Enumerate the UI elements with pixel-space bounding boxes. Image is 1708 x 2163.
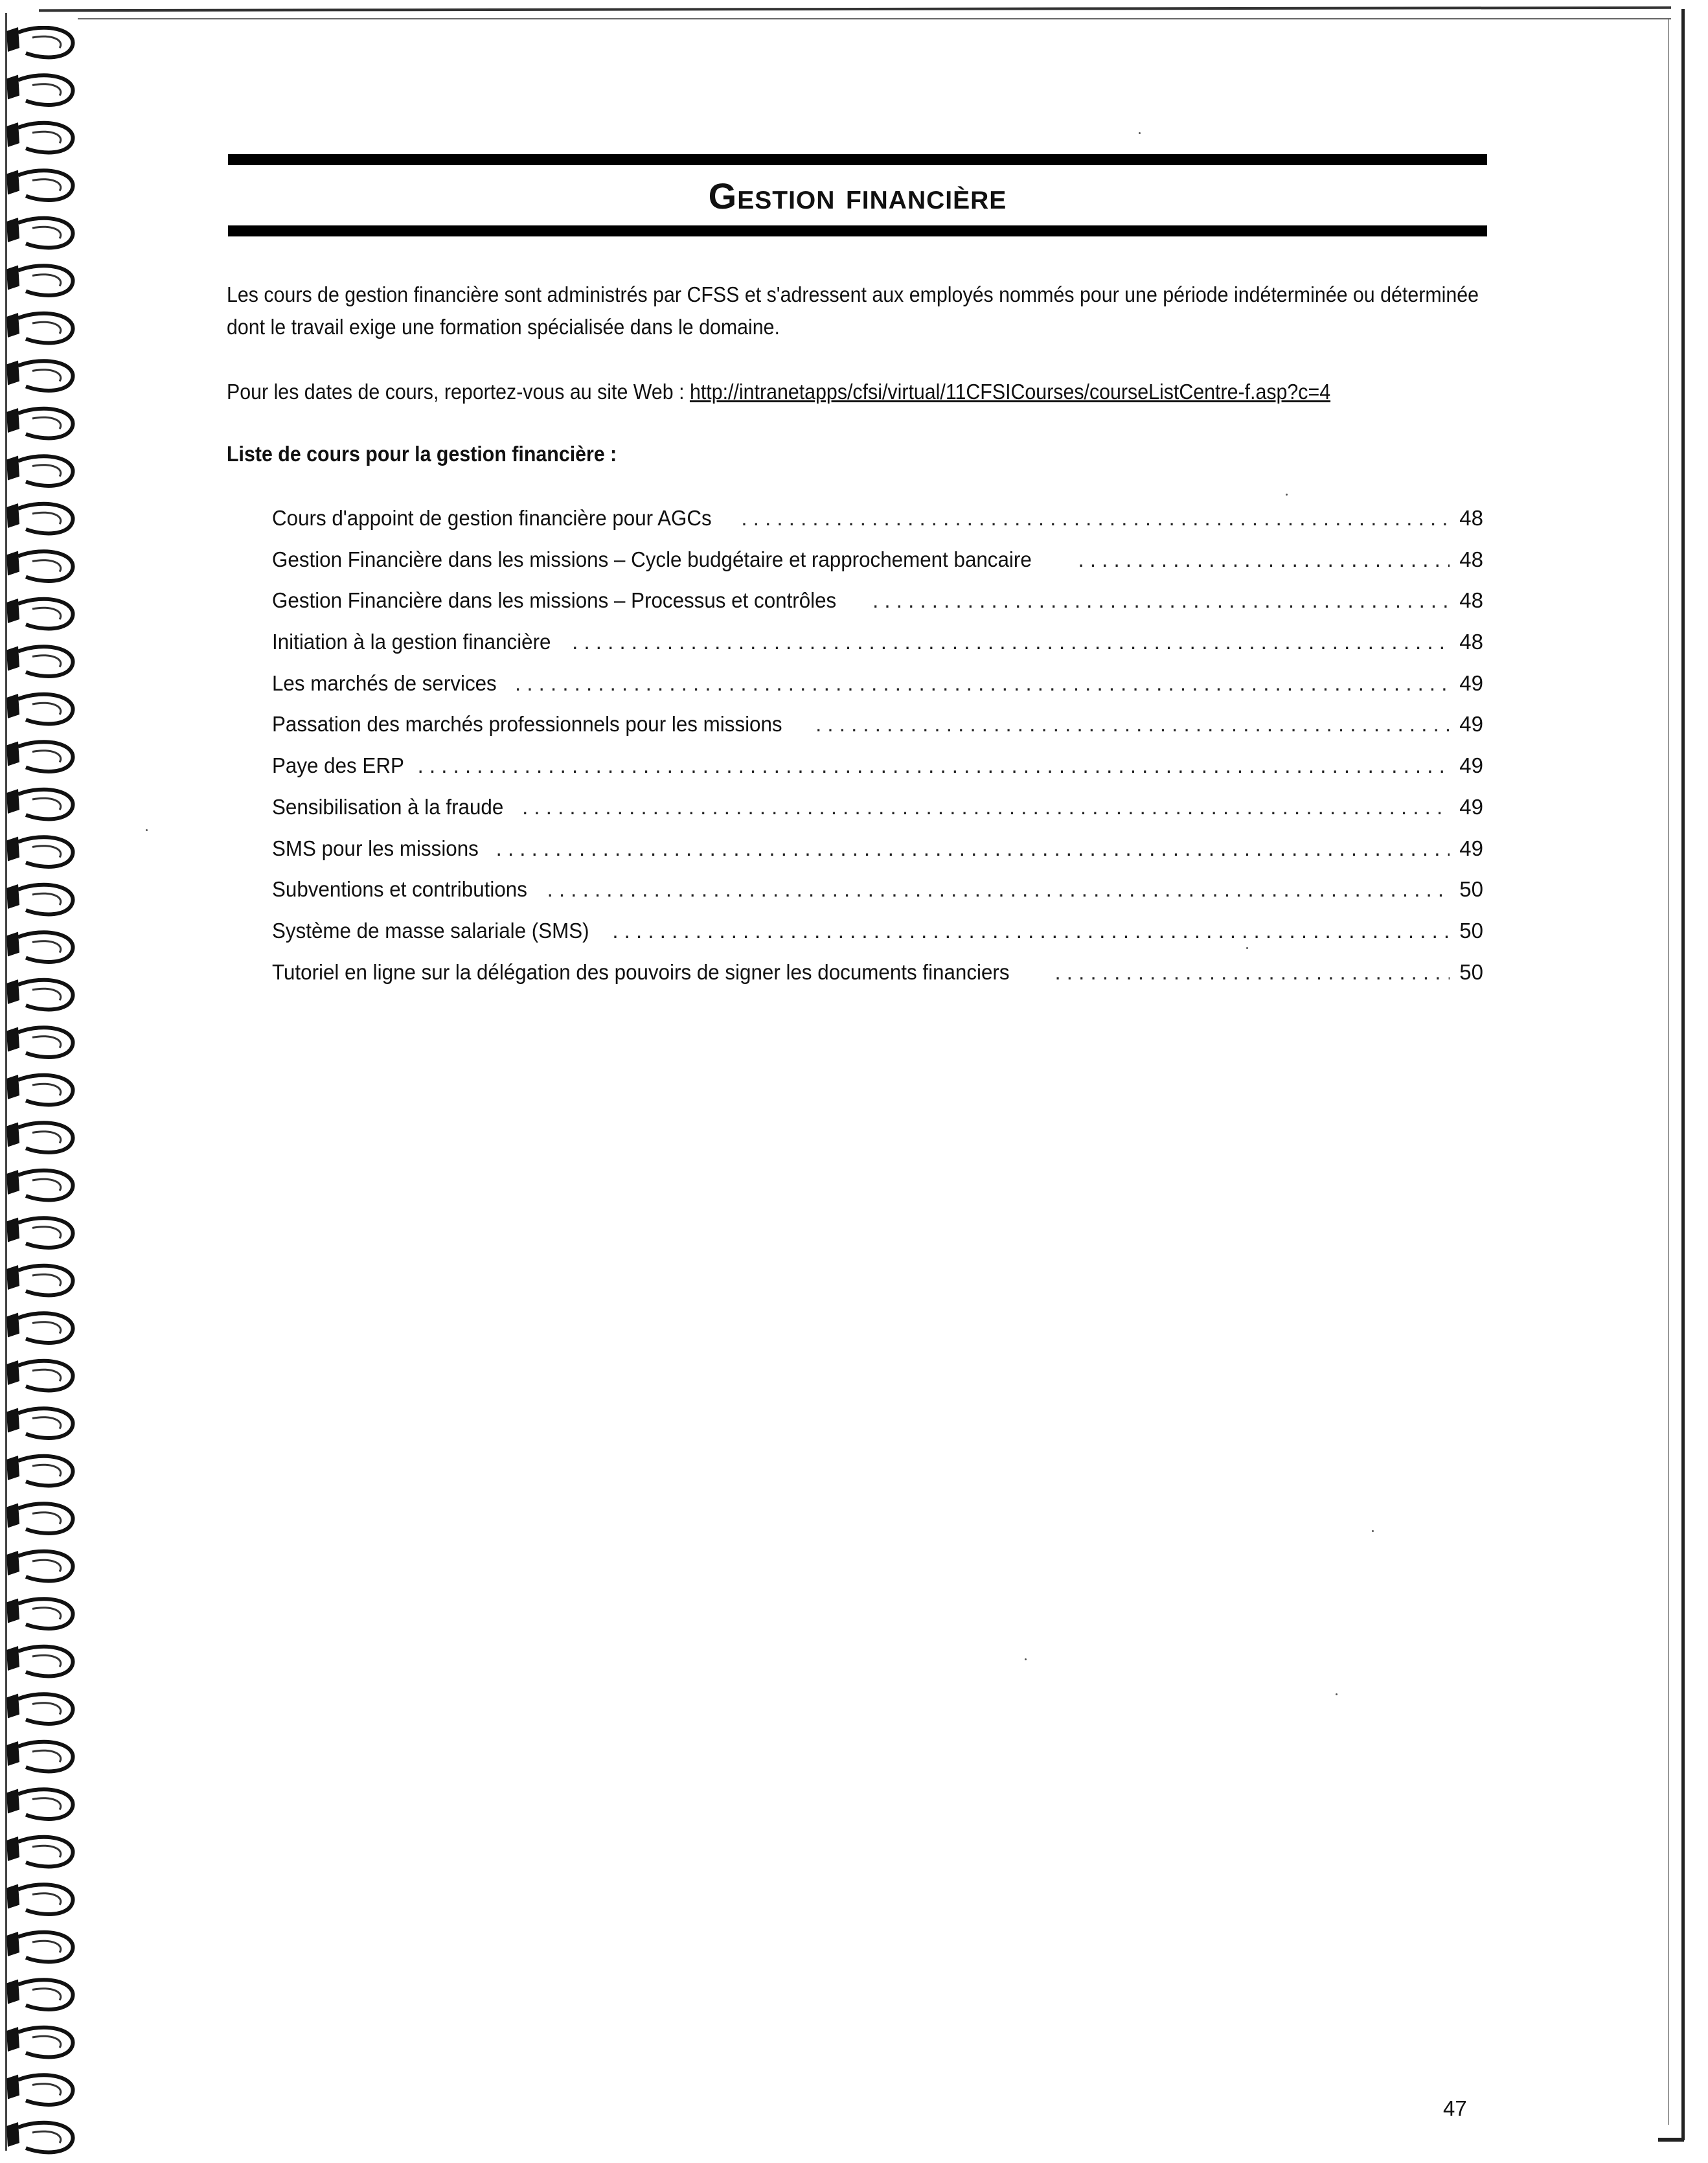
dot-leader xyxy=(612,915,1450,947)
header-rule-top xyxy=(228,154,1487,165)
header-rule-bottom xyxy=(228,225,1487,236)
course-list-item xyxy=(272,626,1483,667)
course-list-item xyxy=(272,956,1483,998)
scan-frame-right-inner xyxy=(1668,19,1669,2125)
course-page-number: 49 xyxy=(1459,753,1483,778)
course-title: Système de masse salariale (SMS) xyxy=(272,918,589,943)
dot-leader xyxy=(572,626,1450,658)
spiral-binding-icon xyxy=(0,26,91,2157)
course-title: SMS pour les missions xyxy=(272,836,479,860)
course-page-number: 48 xyxy=(1459,630,1483,654)
course-page-number: 48 xyxy=(1459,506,1483,530)
course-list-item xyxy=(272,584,1483,626)
course-title: Sensibilisation à la fraude xyxy=(272,794,504,819)
course-title: Paye des ERP xyxy=(272,753,404,778)
scan-frame-bottom-corner xyxy=(1658,2138,1684,2142)
course-title: Gestion Financière dans les missions – Cycle budgétaire et rapprochement bancaire xyxy=(272,547,1032,571)
course-list-item xyxy=(272,791,1483,832)
course-page-number: 50 xyxy=(1459,918,1483,943)
scan-frame-top-inner xyxy=(78,18,1671,19)
course-page-number: 49 xyxy=(1459,836,1483,860)
course-list-item xyxy=(272,544,1483,585)
web-line xyxy=(227,376,1508,408)
dot-leader xyxy=(815,708,1450,740)
course-list-item xyxy=(272,915,1483,956)
dot-leader xyxy=(1078,544,1450,576)
scan-frame-top xyxy=(39,6,1671,12)
course-title: Les marchés de services xyxy=(272,670,497,695)
course-page-number: 50 xyxy=(1459,877,1483,902)
course-list-item xyxy=(272,708,1483,750)
dot-leader xyxy=(741,502,1450,534)
dot-leader xyxy=(522,791,1450,823)
course-title: Subventions et contributions xyxy=(272,877,527,902)
dot-leader xyxy=(418,750,1450,782)
course-list-item xyxy=(272,750,1483,791)
dot-leader xyxy=(872,584,1450,617)
page-number: 47 xyxy=(1443,2096,1467,2120)
course-list xyxy=(272,502,1483,997)
course-title: Cours d'appoint de gestion financière pour AGCs xyxy=(272,506,712,530)
course-page-number: 48 xyxy=(1459,547,1483,571)
course-list-item xyxy=(272,667,1483,709)
page-title: Gestion financière xyxy=(708,176,1007,216)
intro-paragraph: Les cours de gestion financière sont administrés par CFSS et s'adressent aux employés nommés pour une période indéterminée ou déterminée dont le travail exige une formation spécialisée dans le domaine. xyxy=(227,282,1479,339)
course-title: Initiation à la gestion financière xyxy=(272,630,551,654)
course-title: Passation des marchés professionnels pour les missions xyxy=(272,712,782,737)
course-list-item xyxy=(272,832,1483,874)
course-title: Tutoriel en ligne sur la délégation des pouvoirs de signer les documents financiers xyxy=(272,959,1010,984)
course-page-number: 49 xyxy=(1459,670,1483,695)
course-list-item xyxy=(272,873,1483,915)
web-prefix: Pour les dates de cours, reportez-vous au site Web : xyxy=(227,380,690,404)
dot-leader xyxy=(496,832,1450,865)
course-title: Gestion Financière dans les missions – Processus et contrôles xyxy=(272,588,837,613)
dot-leader xyxy=(515,667,1450,700)
scan-frame-right xyxy=(1681,9,1685,2140)
course-page-number: 48 xyxy=(1459,588,1483,613)
dot-leader xyxy=(1054,956,1450,989)
course-page-number: 50 xyxy=(1459,959,1483,984)
course-page-number: 49 xyxy=(1459,712,1483,737)
course-dates-link[interactable]: http://intranetapps/cfsi/virtual/11CFSICourses/courseListCentre-f.asp?c=4 xyxy=(689,380,1331,404)
course-list-item xyxy=(272,502,1483,544)
course-list-heading: Liste de cours pour la gestion financière : xyxy=(227,442,617,466)
course-page-number: 49 xyxy=(1459,794,1483,819)
dot-leader xyxy=(547,873,1450,906)
